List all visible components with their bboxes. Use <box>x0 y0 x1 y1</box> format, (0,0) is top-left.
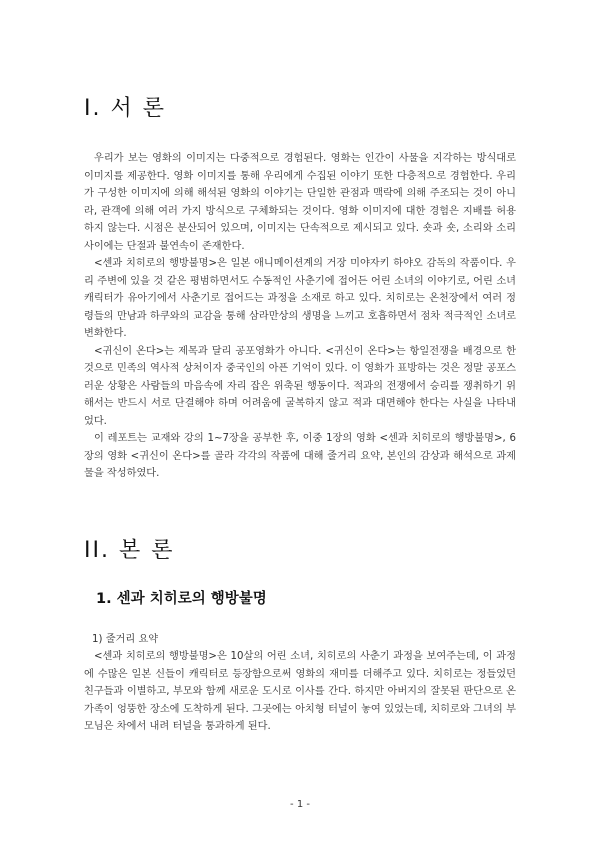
intro-body <box>84 150 516 483</box>
section-1-paragraph: <센과 치히로의 행방불명>은 10살의 어린 소녀, 치히로의 사춘기 과정을 보여주는데, 이 과정에 수많은 일본 신들이 캐릭터로 등장함으로써 영화의 재미를 더해주고 있다. 치히로는 정들었던 친구들과 이별하고, 부모와 함께 새로운 도시로 이사를 간다. 하지만 아버지의 잘못된 판단으로 온 가족이 엉뚱한 장소에 도착하게 된다. 그곳에는 아치형 터널이 놓여 있었는데, 치히로와 그녀의 부모님은 차에서 내려 터널을 통과하게 된다. <box>84 651 516 732</box>
intro-paragraph-3: <귀신이 온다>는 제목과 달리 공포영화가 아니다. <귀신이 온다>는 항일전쟁을 배경으로 한 것으로 민족의 역사적 상처이자 중국인의 아픈 기억이 있다. 이 영화가 표방하는 것은 정말 공포스러운 상황은 사람들의 마음속에 자리 잡은 위축된 행동이다. 적과의 전쟁에서 승리를 쟁취하기 위해서는 반드시 서로 단결해야 하며 어려움에 굴복하지 않고 적과 대면해야 한다는 사실을 나타내었다. <box>84 345 516 427</box>
main-heading: II. 본 론 <box>84 538 175 563</box>
page-number: - 1 - <box>290 799 310 810</box>
intro-paragraph-1: 우리가 보는 영화의 이미지는 다중적으로 경험된다. 영화는 인간이 사물을 지각하는 방식대로 이미지를 제공한다. 영화 이미지를 통해 우리에게 수집된 이야기 또한 다층적으로 경험한다. 우리가 구성한 이미지에 의해 해석된 영화의 이야기는 단일한 관점과 맥락에 의해 주조되는 것이 아니라, 관객에 의해 여러 가지 방식으로 구체화되는 것이다. 영화 이미지에 대한 경험은 지배를 허용하지 않는다. 시점은 분산되어 있으며, 이미지는 단속적으로 제시되고 있다. 숏과 숏, 소리와 소리 사이에는 단절과 불연속이 존재한다. <box>84 153 516 252</box>
intro-heading: I. 서 론 <box>84 96 166 121</box>
section-1-body <box>84 648 516 736</box>
section-1-title: 1. 센과 치히로의 행방불명 <box>96 591 267 607</box>
section-1-subtitle: 1) 줄거리 요약 <box>92 634 159 645</box>
intro-paragraph-2: <센과 치히로의 행방불명>은 일본 애니메이션계의 거장 미야자키 하야오 감독의 작품이다. 우리 주변에 있을 것 같은 평범하면서도 수동적인 사춘기에 접어든 어린 소녀의 이야기로, 어린 소녀 캐릭터가 유아기에서 사춘기로 접어드는 과정을 소재로 하고 있다. 치히로는 온천장에서 여러 정령들의 만남과 하쿠와의 교감을 통해 삼라만상의 생명을 느끼고 호흡하면서 점차 적극적인 소녀로 변화한다. <box>84 258 516 339</box>
intro-paragraph-4: 이 레포트는 교재와 강의 1~7장을 공부한 후, 이중 1장의 영화 <센과 치히로의 행방불명>, 6장의 영화 <귀신이 온다>를 골라 각각의 작품에 대해 줄거리 요약, 본인의 감상과 해석으로 과제물을 작성하였다. <box>84 433 516 479</box>
